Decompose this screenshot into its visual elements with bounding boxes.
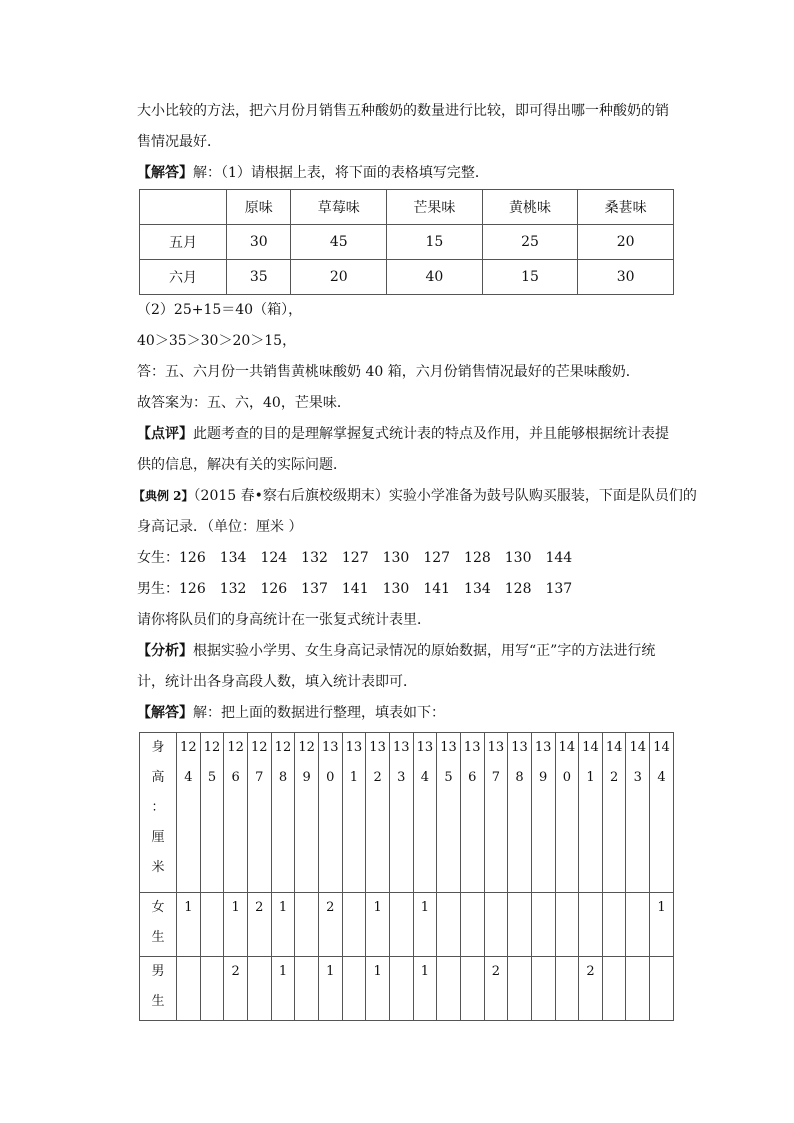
table-cell: 15	[387, 225, 483, 260]
table-cell: 1	[177, 893, 201, 957]
table-cell	[555, 893, 579, 957]
height-col: 13 2	[366, 733, 390, 893]
answer1-line-3: 答：五、六月份一共销售黄桃味酸奶 40 箱，六月份销售情况最好的芒果味酸奶．	[137, 364, 640, 380]
table-header-cell: 原味	[227, 190, 291, 225]
height-col: 12 8	[271, 733, 295, 893]
table-cell: 1	[650, 893, 674, 957]
table-cell	[626, 893, 650, 957]
answer1-heading	[137, 158, 677, 189]
girls-heights: 女生：126 134 124 132 127 130 127 128 130 144	[137, 550, 573, 566]
table-cell	[602, 957, 626, 1021]
table-cell	[437, 893, 461, 957]
table-header-row	[140, 190, 674, 225]
answer-tag: 【解答】	[137, 165, 193, 181]
analysis-text: 根据实验小学男、女生身高记录情况的原始数据，用写“正”字的方法进行统	[193, 643, 656, 659]
height-col: 12 9	[295, 733, 319, 893]
table-cell	[508, 957, 532, 1021]
table-row	[140, 225, 674, 260]
table-cell	[531, 893, 555, 957]
answer-text: 解：把上面的数据进行整理，填表如下：	[193, 705, 445, 721]
table-cell: 20	[291, 260, 387, 295]
answer1-line-4: 故答案为：五、六，40，芒果味．	[137, 395, 351, 411]
height-col: 13 1	[342, 733, 366, 893]
comment1-line-2: 供的信息，解决有关的实际问题．	[137, 457, 347, 473]
table-cell	[437, 957, 461, 1021]
table-cell: 1	[366, 893, 390, 957]
header-char: 米	[151, 860, 165, 875]
table-cell: 15	[482, 260, 578, 295]
analysis2-line-2: 计，统计出各身高段人数，填入统计表即可．	[137, 674, 417, 690]
height-col: 12 7	[247, 733, 271, 893]
table-cell: 2	[484, 957, 508, 1021]
table-cell: 2	[318, 893, 342, 957]
table-cell: 1	[224, 893, 248, 957]
table-cell	[650, 957, 674, 1021]
height-col: 14 2	[602, 733, 626, 893]
example2-line-1	[133, 481, 697, 512]
table-cell	[555, 957, 579, 1021]
table-cell	[342, 893, 366, 957]
row-label: 五月	[140, 225, 227, 260]
height-col: 12 6	[224, 733, 248, 893]
height-col: 14 1	[579, 733, 603, 893]
height-col: 13 3	[389, 733, 413, 893]
height-col: 12 5	[200, 733, 224, 893]
table-cell: 2	[579, 957, 603, 1021]
height-col: 14 3	[626, 733, 650, 893]
table-cell	[389, 957, 413, 1021]
table-header-cell	[140, 190, 227, 225]
table-cell: 45	[291, 225, 387, 260]
page-content	[133, 96, 697, 1021]
table-header-cell: 黄桃味	[482, 190, 578, 225]
analysis2-line-1	[137, 636, 677, 667]
height-col: 13 9	[531, 733, 555, 893]
flavor-sales-table	[139, 189, 674, 295]
answer-text: 解：（1）请根据上表，将下面的表格填写完整．	[193, 165, 489, 181]
table-cell: 1	[271, 893, 295, 957]
table-cell	[200, 957, 224, 1021]
table-cell	[247, 957, 271, 1021]
analysis-tag: 【分析】	[137, 643, 193, 659]
girls-label: 女 生	[140, 893, 177, 957]
table-row	[140, 260, 674, 295]
answer-tag: 【解答】	[137, 705, 193, 721]
table-cell	[460, 957, 484, 1021]
table-cell	[342, 957, 366, 1021]
table-cell	[389, 893, 413, 957]
intro-line-1: 大小比较的方法，把六月份月销售五种酸奶的数量进行比较，即可得出哪一种酸奶的销	[137, 103, 669, 119]
table-cell	[626, 957, 650, 1021]
answer1-line-1: （2）25+15＝40（箱），	[137, 302, 303, 318]
boys-row	[140, 957, 674, 1021]
example2-question: 请你将队员们的身高统计在一张复式统计表里．	[137, 612, 431, 628]
height-col: 14 0	[555, 733, 579, 893]
height-col: 13 6	[460, 733, 484, 893]
height-stats-table	[139, 732, 674, 1021]
answer1-line-2: 40＞35＞30＞20＞15，	[137, 333, 297, 349]
table-cell	[177, 957, 201, 1021]
table-cell: 25	[482, 225, 578, 260]
table-cell	[295, 893, 319, 957]
table-header-cell: 芒果味	[387, 190, 483, 225]
comment1-line-1	[137, 419, 677, 450]
table-cell	[460, 893, 484, 957]
height-col: 13 4	[413, 733, 437, 893]
table-cell: 1	[318, 957, 342, 1021]
height-header-row	[140, 733, 674, 893]
table-header-cell: 草莓味	[291, 190, 387, 225]
table-cell: 35	[227, 260, 291, 295]
table-cell: 1	[271, 957, 295, 1021]
table-cell: 2	[247, 893, 271, 957]
table-cell: 30	[227, 225, 291, 260]
example-text: （2015 春•察右后旗校级期末）实验小学准备为鼓号队购买服装，下面是队员们的	[193, 488, 697, 504]
table-cell: 40	[387, 260, 483, 295]
height-header-label	[140, 733, 177, 893]
comment-text: 此题考查的目的是理解掌握复式统计表的特点及作用，并且能够根据统计表提	[193, 426, 669, 442]
row-label: 六月	[140, 260, 227, 295]
height-col: 13 5	[437, 733, 461, 893]
boys-label: 男 生	[140, 957, 177, 1021]
height-col: 14 4	[650, 733, 674, 893]
table-cell: 1	[413, 957, 437, 1021]
example2-line-2: 身高记录．（单位：厘米 ）	[137, 519, 303, 535]
comment-tag: 【点评】	[137, 426, 193, 442]
table-cell: 30	[578, 260, 674, 295]
boys-heights: 男生：126 132 126 137 141 130 141 134 128 137	[137, 581, 573, 597]
table-cell	[508, 893, 532, 957]
table-cell	[295, 957, 319, 1021]
table-header-cell: 桑葚味	[578, 190, 674, 225]
example-tag: 【典例 2】	[133, 489, 194, 503]
height-col: 13 7	[484, 733, 508, 893]
table-cell: 1	[366, 957, 390, 1021]
header-char: ：	[151, 800, 165, 815]
answer2-heading	[137, 698, 677, 729]
table-cell	[200, 893, 224, 957]
table-cell	[484, 893, 508, 957]
height-col: 13 0	[318, 733, 342, 893]
header-char: 身	[151, 740, 165, 755]
intro-line-2: 售情况最好．	[137, 134, 221, 150]
table-cell: 2	[224, 957, 248, 1021]
header-char: 厘	[151, 830, 165, 845]
height-col: 12 4	[177, 733, 201, 893]
header-char: 高	[151, 770, 165, 785]
height-col: 13 8	[508, 733, 532, 893]
table-cell: 20	[578, 225, 674, 260]
table-cell	[531, 957, 555, 1021]
table-cell	[602, 893, 626, 957]
girls-row	[140, 893, 674, 957]
table-cell: 1	[413, 893, 437, 957]
table-cell	[579, 893, 603, 957]
